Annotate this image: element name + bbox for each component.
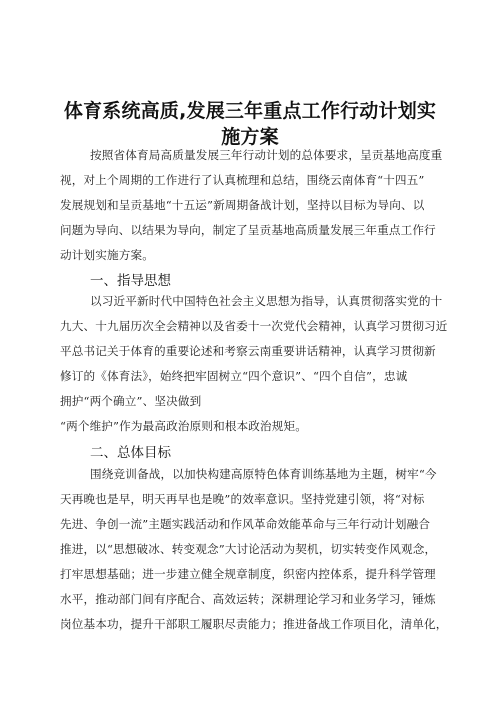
section1-line: 拥护“两个确立”、坚决做到 <box>60 394 202 408</box>
intro-line: 视，对上个周期的工作进行了认真梳理和总结，围绕云南体育“十四五” <box>60 173 425 187</box>
section2-line: 岗位基本功，提升干部职工履职尽责能力；推进备战工作项目化，清单化， <box>60 617 448 631</box>
section1-line: “两个维护”作为最高政治原则和根本政治规矩。 <box>60 419 308 433</box>
intro-line: 按照省体育局高质量发展三年行动计划的总体要求，呈贡基地高度重 <box>90 148 443 162</box>
section-heading-overall-goal: 二、总体目标 <box>90 445 171 461</box>
section1-line: 修订的《体育法》，始终把牢固树立“四个意识”、“四个自信”，忠诚 <box>60 369 408 383</box>
section1-line: 九大、十九届历次全会精神以及省委十一次党代会精神，认真学习贯彻习近 <box>60 319 448 333</box>
document-title-line-1: 体育系统高质,发展三年重点工作行动计划实 <box>63 100 437 122</box>
section2-line: 天再晚也是早，明天再早也是晚”的效率意识。坚持党建引领，将“对标 <box>60 492 425 506</box>
section1-line: 平总书记关于体育的重要论述和考察云南重要讲话精神，认真学习贯彻新 <box>60 344 436 358</box>
section2-line: 先进、争创一流”主题实践活动和作风革命效能革命与三年行动计划融合 <box>60 517 431 531</box>
section1-line: 以习近平新时代中国特色社会主义思想为指导，认真贯彻落实党的十 <box>90 294 443 308</box>
section-heading-guiding-ideology: 一、指导思想 <box>90 273 171 289</box>
section2-line: 打牢思想基础；进一步建立健全规章制度，织密内控体系，提升科学管理 <box>60 567 436 581</box>
document-title-line-2: 施方案 <box>221 126 279 148</box>
section2-line: 水平，推动部门间有序配合、高效运转；深耕理论学习和业务学习，锤炼 <box>60 592 436 606</box>
intro-line: 问题为导向、以结果为导向，制定了呈贡基地高质量发展三年重点工作行 <box>60 223 436 237</box>
section2-line: 围绕竞训备战，以加快构建高原特色体育训练基地为主题，树牢“今 <box>90 467 437 481</box>
intro-line: 发展规划和呈贡基地“十五运”新周期备战计划，坚持以目标为导向、以 <box>60 198 425 212</box>
intro-line: 动计划实施方案。 <box>60 248 154 262</box>
section2-line: 推进，以“思想破冰、转变观念”大讨论活动为契机，切实转变作风观念， <box>60 542 437 556</box>
